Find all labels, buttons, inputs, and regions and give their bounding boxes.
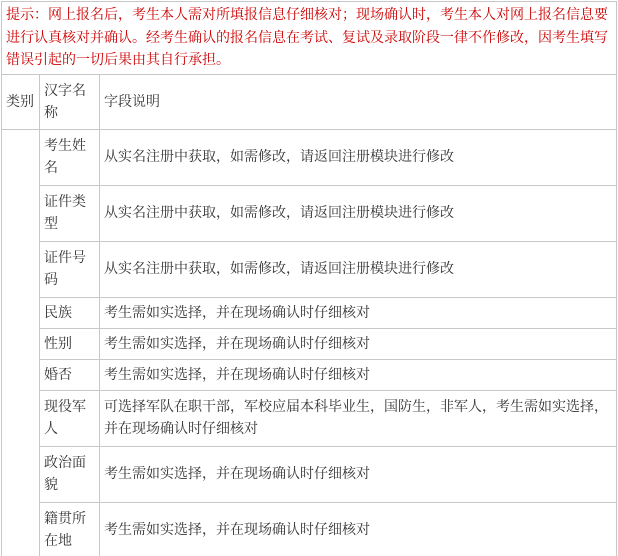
- table-row: [2, 241, 617, 297]
- header-description: 字段说明: [100, 74, 617, 129]
- field-description-cell: 可选择军队在职干部，军校应届本科毕业生，国防生，非军人，考生需如实选择，并在现场确认时仔细核对: [100, 390, 617, 446]
- table-row: [2, 359, 617, 390]
- field-description-cell: 从实名注册中获取，如需修改，请返回注册模块进行修改: [100, 185, 617, 241]
- field-name-cell: 婚否: [40, 359, 100, 390]
- notice-row: [2, 2, 617, 75]
- field-description-cell: 考生需如实选择，并在现场确认时仔细核对: [100, 446, 617, 502]
- notice-text: 提示：网上报名后，考生本人需对所填报信息仔细核对；现场确认时，考生本人对网上报名信息要进行认真核对并确认。经考生确认的报名信息在考试、复试及录取阶段一律不作修改，因考生填写错误引起的一切后果由其自行承担。: [2, 2, 617, 75]
- field-name-cell: 考生姓名: [40, 129, 100, 185]
- category-cell: [2, 129, 40, 556]
- field-name-cell: 性别: [40, 328, 100, 359]
- field-name-cell: 现役军人: [40, 390, 100, 446]
- field-description-cell: 考生需如实选择，并在现场确认时仔细核对: [100, 297, 617, 328]
- table-row: [2, 297, 617, 328]
- header-category: 类别: [2, 74, 40, 129]
- table-row: [2, 502, 617, 556]
- field-description-cell: 从实名注册中获取，如需修改，请返回注册模块进行修改: [100, 129, 617, 185]
- field-description-cell: 考生需如实选择，并在现场确认时仔细核对: [100, 328, 617, 359]
- field-name-cell: 民族: [40, 297, 100, 328]
- header-field-name: 汉字名称: [40, 74, 100, 129]
- table-row: [2, 390, 617, 446]
- table-header-row: [2, 74, 617, 129]
- field-name-cell: 证件号码: [40, 241, 100, 297]
- table-row: [2, 129, 617, 185]
- field-description-cell: 考生需如实选择，并在现场确认时仔细核对: [100, 359, 617, 390]
- table-row: [2, 328, 617, 359]
- field-name-cell: 籍贯所在地: [40, 502, 100, 556]
- registration-field-table: [1, 1, 617, 556]
- field-name-cell: 政治面貌: [40, 446, 100, 502]
- table-row: [2, 446, 617, 502]
- field-description-cell: 从实名注册中获取，如需修改，请返回注册模块进行修改: [100, 241, 617, 297]
- table-row: [2, 185, 617, 241]
- field-name-cell: 证件类型: [40, 185, 100, 241]
- field-description-cell: 考生需如实选择，并在现场确认时仔细核对: [100, 502, 617, 556]
